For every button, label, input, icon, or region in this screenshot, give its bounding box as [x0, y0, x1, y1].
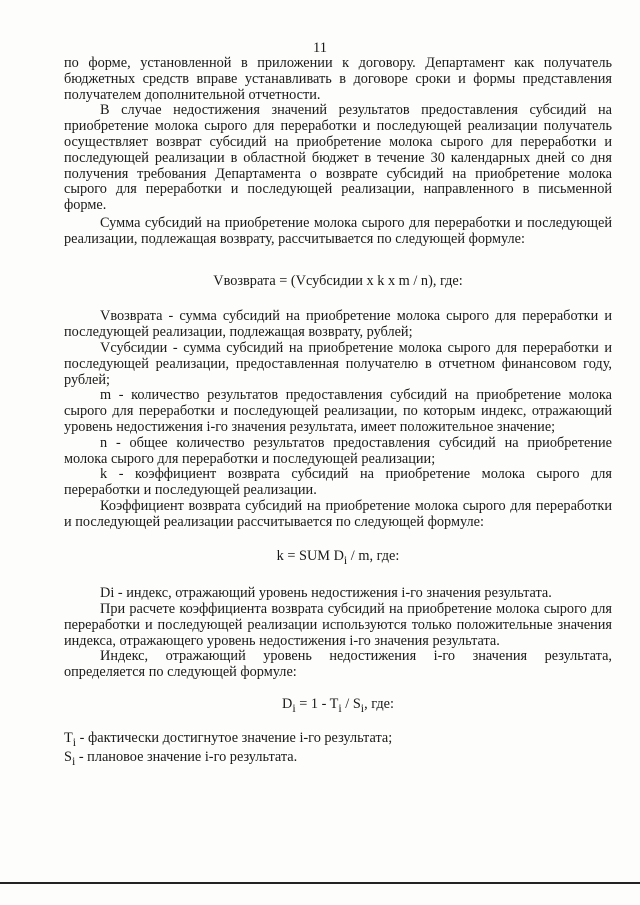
formula-coefficient: k = SUM $D_i$ / m, где: [276, 547, 400, 567]
formula-return-amount: Vвозврата = (Vсубсидии x k x m / n), где: [213, 272, 463, 289]
paragraph: В случае недостижения значений результатов предоставления субсидий на приобретение молока сырого для переработки и последующей реализации получатель осуществляет возврат субсидий на приобретение молока сырого для переработки и последующей реализации в областной бюджет в течение 30 календарных дней со дня получения требования Департамента о возврате субсидий на приобретение молока сырого для переработки и последующей реализации, направленного в письменной форме. [64, 102, 612, 214]
paragraph: Сумма субсидий на приобретение молока сырого для переработки и последующей реализации, подлежащая возврату, рассчитывается по следующей формуле: [64, 214, 612, 247]
document-body [64, 56, 612, 770]
paragraph: Коэффициент возврата субсидий на приобретение молока сырого для переработки и последующей реализации рассчитывается по следующей формуле: [64, 497, 612, 530]
page-number: 11 [313, 40, 327, 56]
definition-v-return: Vвозврата - сумма субсидий на приобретение молока сырого для переработки и последующей реализации, подлежащая возврату, рублей; [64, 308, 612, 341]
definition-di: Di - индекс, отражающий уровень недостижения i-го значения результата. [100, 585, 552, 602]
definition-n: n - общее количество результатов предоставления субсидий на приобретение молока сырого для переработки и последующей реализации; [64, 434, 612, 467]
paragraph: Индекс, отражающий уровень недостижения i-го значения результата, определяется по следующей формуле: [64, 648, 612, 681]
formula-index: $D_i = 1 - T_i / S_i$, где: [282, 695, 394, 715]
paragraph: При расчете коэффициента возврата субсидий на приобретение молока сырого для переработки и последующей реализации используются только положительные значения индекса, отражающего уровень недостижения i-го значения результата. [64, 600, 612, 649]
definition-v-subsidy: Vсубсидии - сумма субсидий на приобретение молока сырого для переработки и последующей реализации, предоставленная получателю в отчетном финансовом году, рублей; [64, 339, 612, 388]
definition-si: $S_i$ - плановое значение i-го результата. [64, 749, 298, 769]
definition-k: k - коэффициент возврата субсидий на приобретение молока сырого для переработки и последующей реализации. [64, 466, 612, 499]
definition-ti: $T_i$ - фактически достигнутое значение i-го результата; [64, 729, 393, 749]
definition-m: m - количество результатов предоставления субсидий на приобретение молока сырого для переработки и последующей реализации, по которым индекс, отражающий уровень недостижения i-го значения результата, имеет положительное значение; [64, 387, 612, 435]
page-bottom-rule [0, 882, 640, 884]
paragraph: по форме, установленной в приложении к договору. Департамент как получатель бюджетных средств вправе устанавливать в договоре сроки и формы представления получателем дополнительной отчетности. [64, 55, 612, 103]
